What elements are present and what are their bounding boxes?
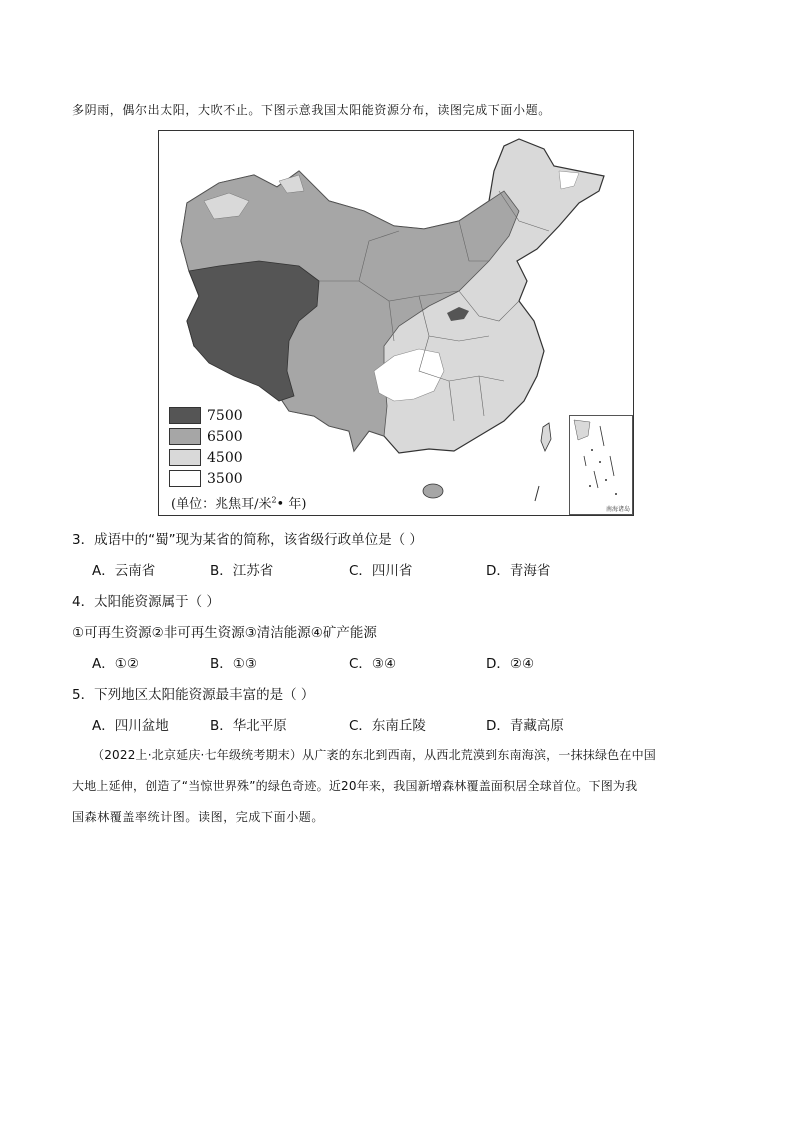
- q4-option-c: C．③④: [349, 656, 397, 672]
- intro-line: 多阴雨，偶尔出太阳，大吹不止。下图示意我国太阳能资源分布，读图完成下面小题。: [72, 103, 551, 117]
- inset-islands-graphic: [570, 416, 632, 514]
- passage-line-3: 国森林覆盖率统计图。读图，完成下面小题。: [72, 810, 325, 824]
- legend-row: [169, 405, 243, 426]
- q3-option-a: A．云南省: [92, 563, 156, 579]
- solar-resource-map: [158, 130, 634, 516]
- south-china-sea-inset: [569, 415, 633, 515]
- legend-row: [169, 468, 243, 489]
- hainan-island: [423, 484, 443, 498]
- q3-option-b: B．江苏省: [210, 563, 274, 579]
- legend-swatch: [169, 449, 201, 466]
- unit-tail: • 年): [276, 497, 307, 512]
- q5-option-c: C．东南丘陵: [349, 718, 426, 734]
- legend-unit: [171, 493, 306, 512]
- legend-row: [169, 426, 243, 447]
- q3-option-d: D．青海省: [486, 563, 551, 579]
- q5-option-a: A．四川盆地: [92, 718, 169, 734]
- taiwan-island: [541, 423, 551, 451]
- q5-stem: 5．下列地区太阳能资源最丰富的是（ ）: [72, 687, 315, 703]
- legend-swatch: [169, 407, 201, 424]
- passage-line-1: （2022上·北京延庆·七年级统考期末）从广袤的东北到西南，从西北荒漠到东南海滨，一抹抹绿色在中国: [92, 748, 656, 762]
- q3-option-c: C．四川省: [349, 563, 413, 579]
- q4-option-a: A．①②: [92, 656, 139, 672]
- unit-superscript: 2: [271, 495, 277, 505]
- q5-option-d: D．青藏高原: [486, 718, 564, 734]
- unit-text: (单位：兆焦耳/米: [171, 497, 272, 512]
- q4-option-d: D．②④: [486, 656, 535, 672]
- legend-row: [169, 447, 243, 468]
- inset-label: 南海诸岛: [605, 506, 630, 513]
- legend-swatch: [169, 470, 201, 487]
- q4-stem: 4．太阳能资源属于（ ）: [72, 594, 220, 610]
- passage-line-2: 大地上延伸，创造了“当惊世界殊”的绿色奇迹。近20年来，我国新增森林覆盖面积居全球首位。下图为我: [72, 779, 638, 793]
- legend-swatch: [169, 428, 201, 445]
- q4-option-b: B．①③: [210, 656, 257, 672]
- map-legend: [169, 405, 243, 489]
- q3-stem: 3．成语中的“蜀”现为某省的简称，该省级行政单位是（ ）: [72, 532, 423, 548]
- legend-label: 3500: [207, 470, 243, 487]
- q5-option-b: B．华北平原: [210, 718, 287, 734]
- legend-label: 4500: [207, 449, 243, 466]
- legend-label: 7500: [207, 407, 243, 424]
- legend-label: 6500: [207, 428, 243, 445]
- q4-sub-items: ①可再生资源②非可再生资源③清洁能源④矿产能源: [72, 625, 377, 641]
